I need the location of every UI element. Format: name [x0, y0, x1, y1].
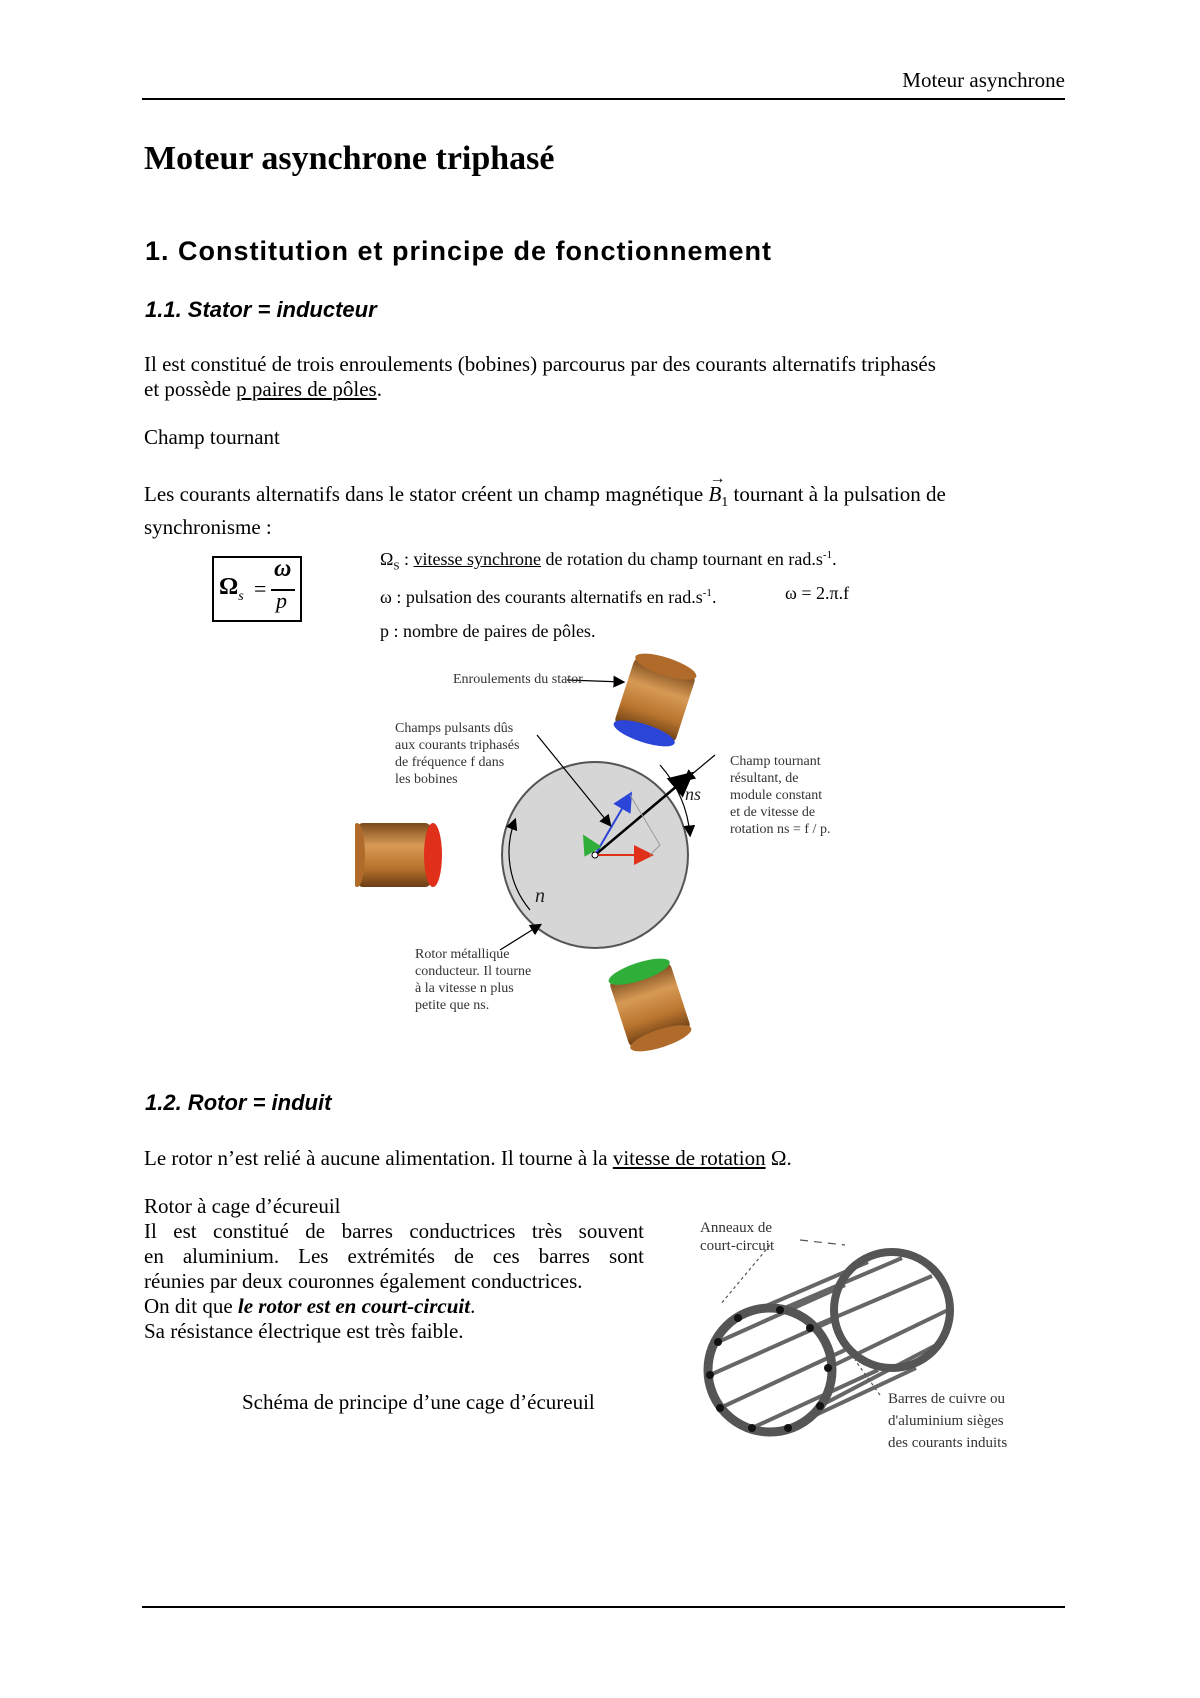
cage-line-3: réunies par deux couronnes également conductrices.: [144, 1269, 583, 1293]
label-ns: ns: [685, 784, 702, 804]
formula-numerator: ω: [274, 556, 292, 582]
short-circuit-emphasis: le rotor est en court-circuit: [237, 1294, 471, 1318]
label-bars-2: d'aluminium sièges: [888, 1413, 1004, 1429]
cage-title: Rotor à cage d’écureuil: [144, 1194, 341, 1218]
label-pulsating-fields-3: de fréquence f dans: [395, 755, 505, 770]
header-rule: [142, 98, 1065, 100]
label-rotor-1: Rotor métallique: [415, 947, 510, 962]
stator-coil-top: [611, 648, 699, 751]
label-rotating-field-1: Champ tournant: [730, 754, 821, 769]
label-rotor-4: petite que ns.: [415, 998, 490, 1013]
rotating-field-figure: [355, 640, 875, 1070]
b1-symbol: → $B_1$: [708, 470, 729, 511]
formula-omega-s: $\Omega_s$: [219, 574, 244, 604]
label-pulsating-fields-1: Champs pulsants dûs: [395, 721, 514, 736]
omega-formula: ω = 2.π.f: [785, 583, 850, 603]
subsection-heading-1-2: 1.2. Rotor = induit: [145, 1090, 332, 1115]
definition-omega-s: $\Omega_S$ : vitesse synchrone de rotation du champ tournant en $rad.s^{-1}$.: [380, 549, 837, 573]
cage-line-2: en aluminium. Les extrémités de ces barres sont: [144, 1244, 644, 1268]
label-rings-1: Anneaux de: [700, 1220, 773, 1236]
cage-line-4: On dit que le rotor est en court-circuit.: [144, 1294, 476, 1318]
page-title: Moteur asynchrone triphasé: [144, 140, 555, 177]
label-stator-windings: Enroulements du stator: [453, 672, 583, 687]
cage-caption: Schéma de principe d’une cage d’écureuil: [242, 1390, 595, 1414]
cage-line-1: Il est constitué de barres conductrices très souvent: [144, 1219, 644, 1243]
cage-paragraph: [144, 1194, 644, 1344]
label-pulsating-fields-2: aux courants triphasés: [395, 738, 520, 753]
definition-omega: ω : pulsation des courants alternatifs en $rad.s^{-1}$.: [380, 587, 717, 607]
section-heading-1: 1. Constitution et principe de fonctionnement: [145, 236, 773, 266]
subsection-heading-1-1: 1.1. Stator = inducteur: [145, 297, 377, 322]
stator-paragraph: [144, 352, 1074, 402]
champ-line-2: synchronisme :: [144, 515, 272, 540]
stator-coil-left: [355, 823, 442, 887]
label-bars-1: Barres de cuivre ou: [888, 1391, 1006, 1407]
footer-rule: [142, 1606, 1065, 1608]
stator-line-1: Il est constitué de trois enroulements (bobines) parcourus par des courants alternatifs triphasés: [144, 352, 936, 376]
champ-line-1: Les courants alternatifs dans le stator créent un champ magnétique → $B_1$ tournant à la pulsation de: [144, 470, 946, 511]
label-rotating-field-2: résultant, de: [730, 771, 799, 786]
stator-coil-bottom: [606, 953, 694, 1056]
synchronous-speed-term: vitesse synchrone: [413, 549, 541, 569]
definition-p: p : nombre de paires de pôles.: [380, 621, 596, 641]
formula-equals: =: [254, 576, 267, 601]
label-rotating-field-5: rotation ns = f / p.: [730, 822, 831, 837]
label-rotor-2: conducteur. Il tourne: [415, 964, 532, 979]
champ-paragraph: [144, 470, 1079, 540]
rotor-paragraph: Le rotor n’est relié à aucune alimentation. Il tourne à la vitesse de rotation Ω.: [144, 1146, 792, 1170]
cage-line-5: Sa résistance électrique est très faible.: [144, 1319, 464, 1343]
label-bars-3: des courants induits: [888, 1435, 1008, 1451]
formula-denominator: p: [276, 588, 287, 613]
squirrel-cage-figure: [680, 1210, 1060, 1460]
synchronous-speed-formula: [212, 556, 302, 622]
running-header: Moteur asynchrone: [902, 68, 1065, 92]
label-rings-2: court-circuit: [700, 1238, 775, 1254]
label-rotating-field-4: et de vitesse de: [730, 805, 816, 820]
label-rotating-field-3: module constant: [730, 788, 823, 803]
label-pulsating-fields-4: les bobines: [395, 772, 458, 787]
label-rotor-3: à la vitesse n plus: [415, 981, 514, 996]
champ-tournant-label: Champ tournant: [144, 425, 280, 449]
label-n: n: [535, 885, 545, 907]
rotation-speed-term: vitesse de rotation: [612, 1146, 766, 1170]
stator-line-2: et possède p paires de pôles.: [144, 377, 382, 401]
pole-pairs-term: p paires de pôles: [236, 377, 377, 401]
